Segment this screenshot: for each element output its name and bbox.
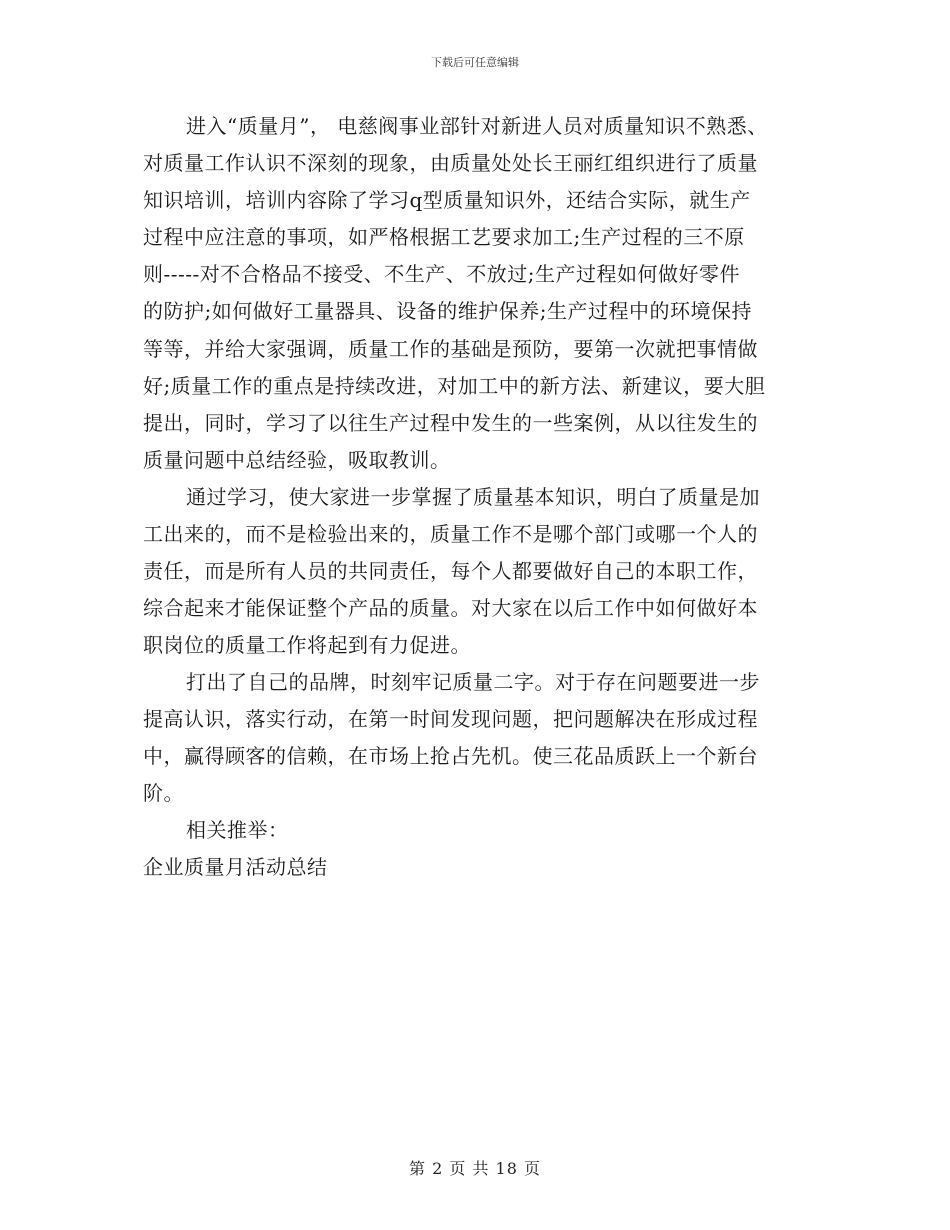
paragraph-2-line-1: 通过学习，使大家进一步掌握了质量基本知识，明白了质量是加: [186, 485, 760, 509]
paragraph-3-line-2: 提高认识，落实行动，在第一时间发现问题，把问题解决在形成过程: [143, 707, 758, 731]
paragraph-2-line-5: 职岗位的质量工作将起到有力促进。: [143, 633, 471, 657]
paragraph-1-line-10: 质量问题中总结经验，吸取教训。: [143, 448, 451, 472]
paragraph-1-line-9: 提出，同时，学习了以往生产过程中发生的一些案例，从以往发生的: [143, 411, 758, 435]
paragraph-3-line-3: 中，赢得顾客的信赖，在市场上抢占先机。使三花品质跃上一个新台: [143, 744, 758, 768]
paragraph-2-line-2: 工出来的，而不是检验出来的，质量工作不是哪个部门或哪一个人的: [143, 522, 758, 546]
related-link[interactable]: 企业质量月活动总结: [143, 855, 328, 879]
related-heading: 相关推举：: [186, 818, 289, 842]
page-footer: 第 2 页 共 18 页: [409, 1159, 541, 1178]
paragraph-1-line-6: 的防护;如何做好工量器具、设备的维护保养;生产过程中的环境保持: [143, 299, 752, 323]
page-header: 下载后可任意编辑: [431, 56, 519, 69]
paragraph-2-line-4: 综合起来才能保证整个产品的质量。对大家在以后工作中如何做好本: [143, 596, 758, 620]
paragraph-1-line-4: 过程中应注意的事项，如严格根据工艺要求加工;生产过程的三不原: [143, 225, 745, 249]
paragraph-2-line-3: 责任，而是所有人员的共同责任，每个人都要做好自己的本职工作，: [143, 559, 758, 583]
paragraph-1-line-1: 进入“质量月”， 电慈阀事业部针对新进人员对质量知识不熟悉、: [186, 114, 768, 138]
paragraph-3-line-1: 打出了自己的品牌，时刻牢记质量二字。对于存在问题要进一步: [186, 670, 760, 694]
paragraph-1-line-8: 好;质量工作的重点是持续改进，对加工中的新方法、新建议，要大胆: [143, 374, 766, 398]
paragraph-1-line-2: 对质量工作认识不深刻的现象，由质量处处长王丽红组织进行了质量: [143, 151, 758, 175]
paragraph-1-line-7: 等等，并给大家强调，质量工作的基础是预防，要第一次就把事情做: [143, 337, 758, 361]
paragraph-1-line-5: 则-----对不合格品不接受、不生产、不放过;生产过程如何做好零件: [143, 262, 741, 286]
paragraph-3-line-4: 阶。: [143, 781, 184, 805]
paragraph-1-line-3: 知识培训，培训内容除了学习q型质量知识外，还结合实际，就生产: [143, 188, 751, 212]
